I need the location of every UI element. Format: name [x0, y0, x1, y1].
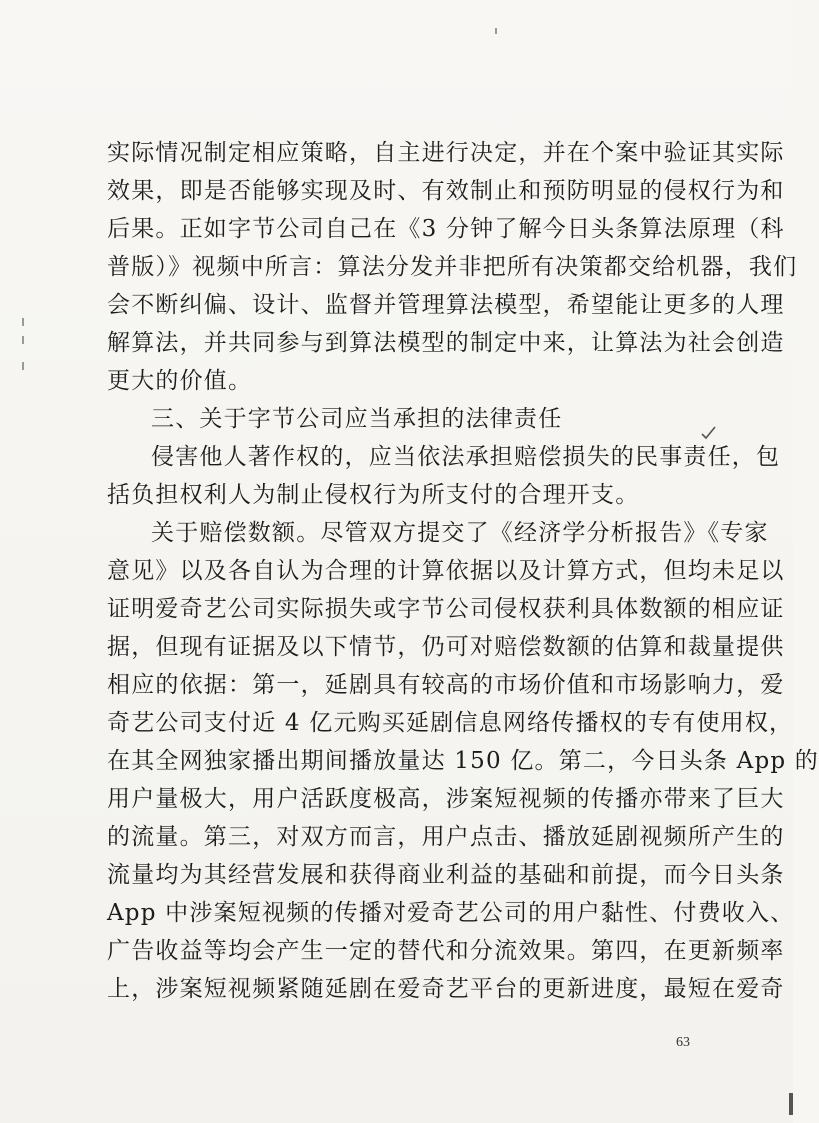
text-line: App 中涉案短视频的传播对爱奇艺公司的用户黏性、付费收入、 [107, 900, 795, 926]
section-heading: 三、关于字节公司应当承担的法律责任 [151, 406, 563, 432]
text-line: 奇艺公司支付近 4 亿元购买延剧信息网络传播权的专有使用权， [107, 710, 794, 736]
text-line: 的流量。第三，对双方而言，用户点击、播放延剧视频所产生的 [107, 824, 785, 850]
scan-mark [22, 362, 24, 370]
text-line: 后果。正如字节公司自己在《3 分钟了解今日头条算法原理（科 [107, 216, 785, 242]
text-line: 普版）》视频中所言：算法分发并非把所有决策都交给机器，我们 [107, 254, 798, 280]
text-line: 证明爱奇艺公司实际损失或字节公司侵权获利具体数额的相应证 [107, 596, 785, 622]
text-line: 关于赔偿数额。尽管双方提交了《经济学分析报告》《专家 [151, 520, 769, 546]
text-line: 相应的依据：第一，延剧具有较高的市场价值和市场影响力，爱 [107, 672, 785, 698]
text-line: 括负担权利人为制止侵权行为所支付的合理开支。 [107, 482, 640, 508]
text-line: 意见》以及各自认为合理的计算依据以及计算方式，但均未足以 [107, 558, 785, 584]
text-line: 在其全网独家播出期间播放量达 150 亿。第二，今日头条 App 的 [107, 748, 819, 774]
scan-edge-mark [789, 1093, 793, 1115]
margin-check-icon [700, 425, 718, 441]
text-line: 效果，即是否能够实现及时、有效制止和预防明显的侵权行为和 [107, 178, 785, 204]
scan-mark [495, 28, 497, 34]
text-line: 侵害他人著作权的，应当依法承担赔偿损失的民事责任，包 [151, 444, 781, 470]
text-line: 更大的价值。 [107, 368, 253, 394]
text-line: 流量均为其经营发展和获得商业利益的基础和前提，而今日头条 [107, 862, 785, 888]
page-number: 63 [676, 1035, 690, 1050]
text-line: 据，但现有证据及以下情节，仍可对赔偿数额的估算和裁量提供 [107, 634, 785, 660]
text-line: 解算法，并共同参与到算法模型的制定中来，让算法为社会创造 [107, 330, 785, 356]
text-line: 实际情况制定相应策略，自主进行决定，并在个案中验证其实际 [107, 140, 785, 166]
text-line: 广告收益等均会产生一定的替代和分流效果。第四，在更新频率 [107, 938, 785, 964]
text-line: 会不断纠偏、设计、监督并管理算法模型，希望能让更多的人理 [107, 292, 785, 318]
text-line: 用户量极大，用户活跃度极高，涉案短视频的传播亦带来了巨大 [107, 786, 785, 812]
scan-mark [22, 336, 24, 344]
text-line: 上，涉案短视频紧随延剧在爱奇艺平台的更新进度，最短在爱奇 [107, 976, 785, 1002]
scan-mark [22, 318, 24, 326]
